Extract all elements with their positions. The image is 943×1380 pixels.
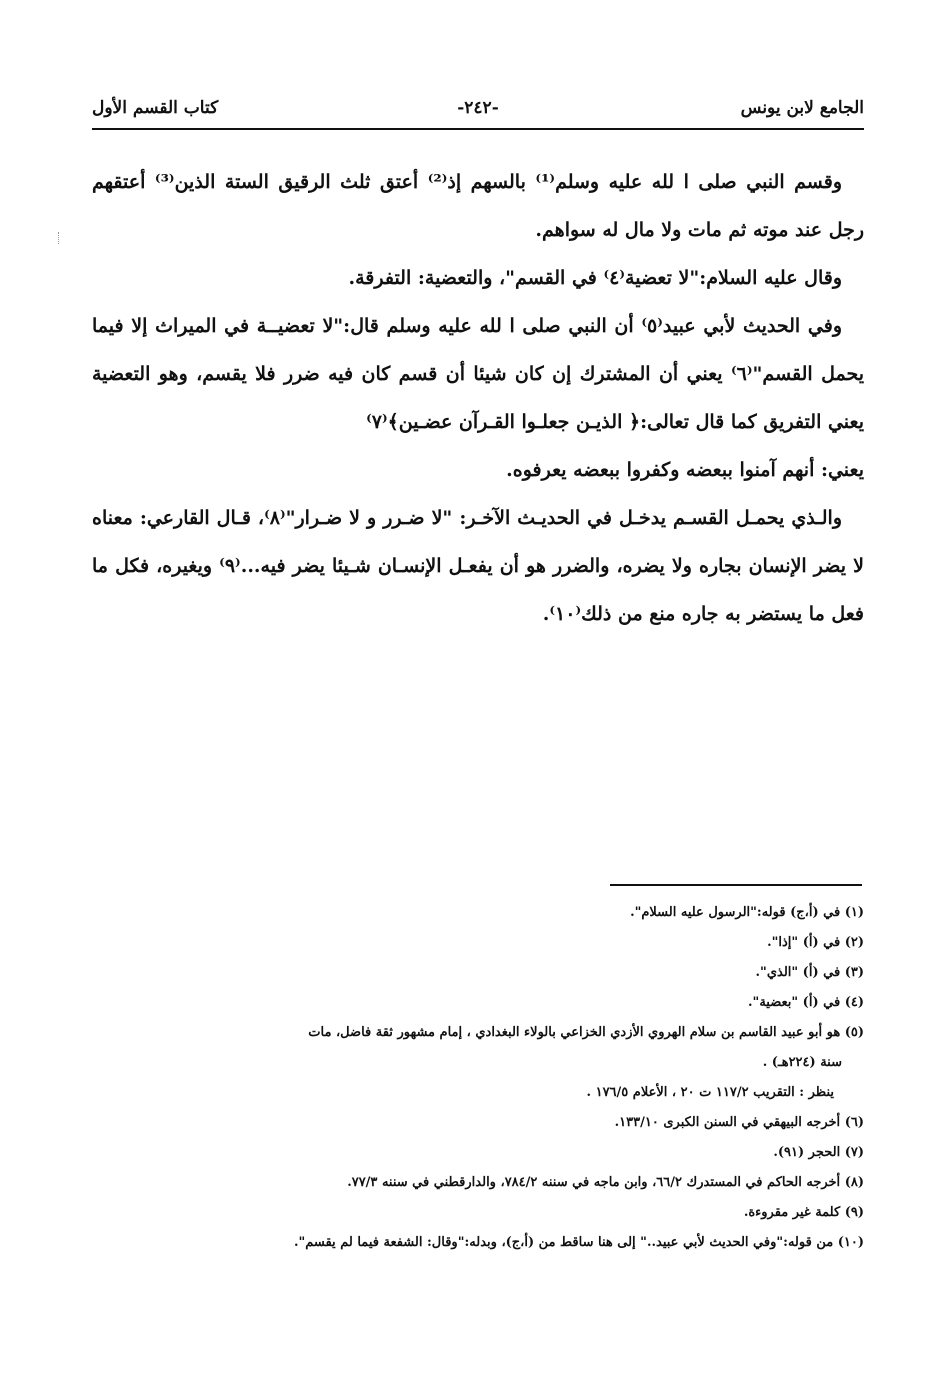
footnote-7: (٧) الحجر (٩١).	[773, 1145, 864, 1160]
main-text	[92, 158, 864, 638]
footnote-2: (٢) في (أ) "إذا".	[767, 935, 864, 950]
scan-speck	[58, 232, 62, 244]
header-section-title: كتاب القسم الأول	[92, 98, 219, 118]
paragraph-1: وقسم النبي صلى ا لله عليه وسلم⁽¹⁾ بالسهم إذ⁽²⁾ أعتق ثلث الرقيق الستة الذين⁽³⁾ أعتقهم رجل عند موته ثم مات ولا مال له سواهم.	[92, 171, 864, 241]
header-page-number: -٢٤٢-	[457, 98, 499, 118]
footnote-1: (١) في (أ،ج) قوله:"الرسول عليه السلام".	[630, 905, 864, 920]
page-header	[92, 94, 864, 126]
paragraph-4: يعني: أنهم آمنوا ببعضه وكفروا ببعضه يعرفوه.	[506, 459, 864, 481]
footnote-3: (٣) في (أ) "الذي".	[755, 965, 864, 980]
footnote-10: (١٠) من قوله:"وفي الحديث لأبي عبيد.." إلى هنا ساقط من (أ،ج)، وبدله:"وقال: الشفعة فيما لم يقسم".	[293, 1235, 864, 1250]
footnotes	[92, 898, 864, 1258]
paragraph-5: والـذي يحمـل القسـم يدخـل في الحديـث الآخـر: "لا ضـرر و لا ضـرار"⁽٨⁾، قـال القارعي: معناه لا يضر الإنسان بجاره ولا يضره، والضرر هو أن يفعـل الإنسـان شـيئا يضر فيه...⁽٩⁾ ويغيره، فكل ما فعل ما يستضر به جاره منع من ذلك⁽١٠⁾.	[92, 507, 864, 625]
footnote-5-reference: ينظر : التقريب ١١٧/٢ ت ٢٠ ، الأعلام ١٧٦/٥ .	[586, 1085, 834, 1100]
footnote-5-continued: سنة (٢٢٤هـ) .	[762, 1055, 842, 1070]
footnote-4: (٤) في (أ) "بعضية".	[748, 995, 864, 1010]
header-rule	[92, 128, 864, 130]
footnote-9: (٩) كلمة غير مقروءة.	[743, 1205, 864, 1220]
footnote-6: (٦) أخرجه البيهقي في السنن الكبرى ١٣٣/١٠.	[614, 1115, 864, 1130]
paragraph-2: وقال عليه السلام:"لا تعضية⁽٤⁾ في القسم"، والتعضية: التفرقة.	[348, 267, 842, 289]
footnote-5: (٥) هو أبو عبيد القاسم بن سلام الهروي الأزدي الخزاعي بالولاء البغدادي ، إمام مشهور ثقة فاضل، مات	[308, 1025, 864, 1040]
header-book-title: الجامع لابن يونس	[740, 98, 864, 118]
footnote-8: (٨) أخرجه الحاكم في المستدرك ٦٦/٢، وابن ماجه في سننه ٧٨٤/٢، والدارقطني في سننه ٧٧/٣.	[347, 1175, 864, 1190]
footnote-rule	[610, 884, 862, 886]
paragraph-3: وفي الحديث لأبي عبيد⁽٥⁾ أن النبي صلى ا لله عليه وسلم قال:"لا تعضيــة في الميراث إلا فيما يحمل القسم"⁽٦⁾ يعني أن المشترك إن كان شيئا أن قسم كان فيه ضرر فلا يقسم، وهو التعضية يعني التفريق كما قال تعالى:﴿ الذيـن جعلـوا القـرآن عضـين﴾⁽٧⁾	[92, 315, 864, 433]
